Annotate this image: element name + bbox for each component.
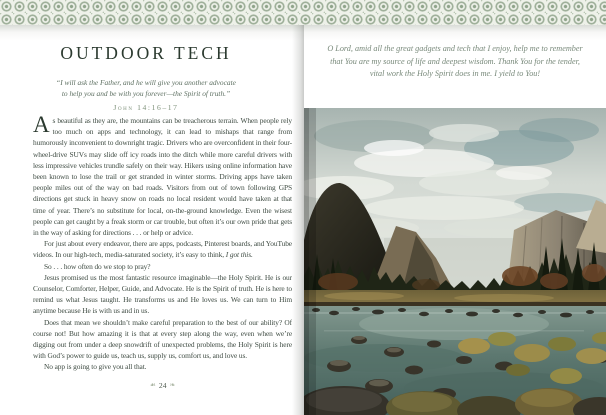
paragraph-1-text: s beautiful as they are, the mountains can be treacherous terrain. When people rely too much on apps and technology, it can lead to mishaps that range from humorously inconvenient to downright tragic. Drivers who are overconfident in their four-wheel-drive SUVs may slide off icy roads into the ditch while more careful drivers with less impressive vehicles trundle safely on their way. Hikers using online information have been known to lose the trail or get stranded in winter storms. Driving apps have taken people miles out of the way on bad roads. Visitors from out of town following GPS directions get stuck in heavy snow on roads no local resident would have taken at that time of year. There’s no substitute for local, on-the-ground knowledge. Even the wisest people can get caught by a freak storm or car trouble, but often it’s our own pride that gets in the way of asking for directions . . . or help or advice. bbox=[33, 116, 292, 238]
paragraph-6: No app is going to give you all that. bbox=[44, 362, 147, 372]
chapter-body-text bbox=[33, 115, 292, 381]
paragraph-1 bbox=[33, 115, 292, 238]
valley-photo bbox=[304, 108, 606, 415]
book-gutter-shadow bbox=[292, 25, 304, 415]
chapter-title: OUTDOOR TECH bbox=[60, 43, 232, 63]
footer-flourish-right-icon: ❧ bbox=[169, 381, 176, 389]
ornamental-border-pattern bbox=[0, 0, 606, 25]
left-page bbox=[0, 25, 300, 415]
scripture-epigraph bbox=[30, 77, 262, 99]
paragraph-2-italic: I got this. bbox=[225, 250, 253, 260]
paragraph-2 bbox=[33, 238, 292, 260]
epigraph-line-1: “I will ask the Father, and he will give you another advocate bbox=[56, 78, 236, 87]
drop-cap: A bbox=[33, 115, 50, 137]
paragraph-2-text: For just about every endeavor, there are apps, podcasts, Pinterest boards, and YouTube videos. In our high-tech, media-saturated society, it’s easy to think, bbox=[33, 239, 292, 260]
page-number: 24 bbox=[158, 381, 167, 390]
epigraph-line-2: to help you and be with you forever—the Spirit of truth.” bbox=[61, 89, 231, 98]
footer-flourish-left-icon: ☙ bbox=[149, 381, 156, 389]
page-footer bbox=[33, 381, 292, 390]
scripture-reference: John 14:16–17 bbox=[113, 103, 179, 112]
prayer-text: O Lord, amid all the great gadgets and tech that I enjoy, help me to remember that You are my source of life and deepest wisdom. Thank You for the tender, vital work the Holy Spirit does in me. I yield to You! bbox=[327, 44, 583, 79]
right-page bbox=[304, 25, 606, 415]
paragraph-3: So . . . how often do we stop to pray? bbox=[44, 261, 151, 271]
paragraph-4: Jesus promised us the most fantastic resource imaginable—the Holy Spirit. He is our Counselor, Comforter, Helper, Guide, and Advocate. He is the Spirit of truth. He is here to remind us what Jesus taught. He transforms us and He loves us. We can turn to Him anytime because He is with us and in us. bbox=[33, 272, 292, 316]
paragraph-5: Does that mean we shouldn’t make careful preparation to the best of our ability? Of course not! But how amazing it is that at every step along the way, even when we’re digging out from under a deep snowdrift of unexpected problems, the Holy Spirit is here with God’s power to guide us, teach us, supply us, comfort us, and love us. bbox=[33, 317, 292, 361]
